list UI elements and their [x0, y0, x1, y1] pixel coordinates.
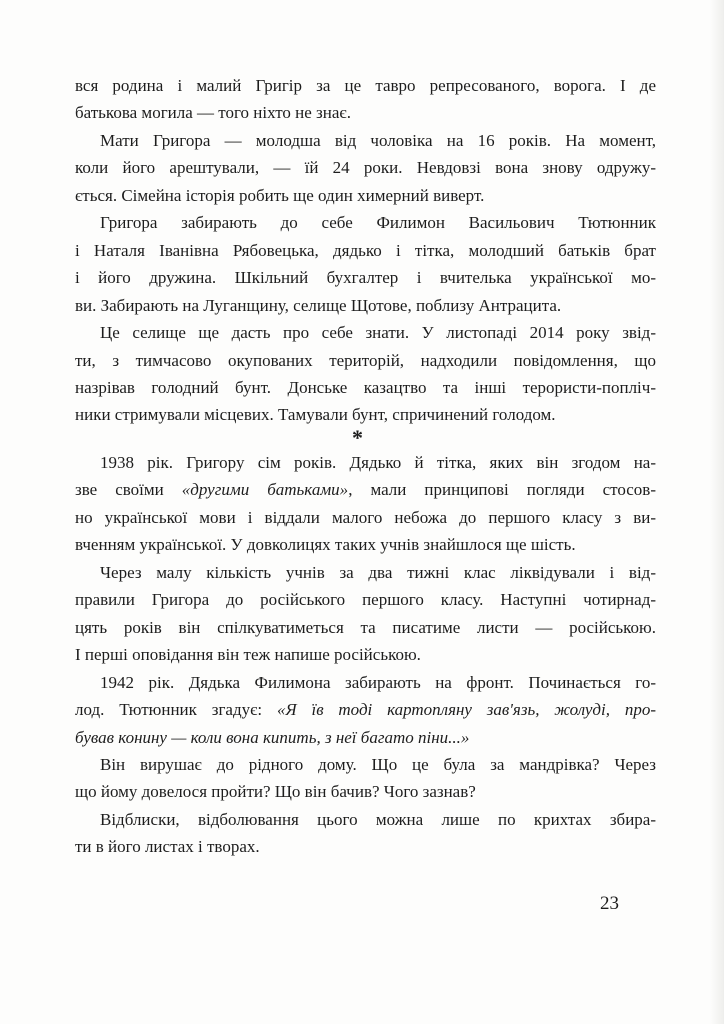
page-edge-shadow [710, 0, 724, 1024]
text-line [75, 377, 656, 399]
text-segment: но української мови і віддали малого небожа до першого класу з ви- [75, 507, 656, 527]
text-line [75, 781, 656, 803]
text-segment: що йому довелося пройти? Що він бачив? Чого зазнав? [75, 782, 476, 802]
text-line [75, 644, 656, 666]
text-line [100, 754, 656, 776]
text-line [75, 617, 656, 639]
italic-quote: бував конину — коли вона кипить, з неї багато піни...» [75, 727, 470, 747]
text-segment: Григора забирають до себе Филимон Васильович Тютюнник [100, 213, 656, 233]
text-line [75, 404, 656, 426]
text-line [75, 507, 656, 529]
text-line [100, 672, 656, 694]
text-line [75, 699, 656, 721]
text-line [100, 562, 656, 584]
text-line [100, 322, 656, 344]
text-segment: вченням української. У довколицях таких учнів знайшлося ще шість. [75, 535, 576, 555]
text-segment: І перші оповідання він теж напише російською. [75, 645, 421, 665]
italic-quote: «другими батьками» [181, 480, 349, 500]
text-line [75, 75, 656, 97]
text-segment: лод. Тютюнник згадує: [75, 700, 277, 720]
text-line [75, 836, 656, 858]
text-line [75, 102, 656, 124]
italic-quote: «Я їв тоді картопляну зав'язь, жолуді, про- [276, 700, 656, 720]
text-segment: Через малу кількість учнів за два тижні клас ліквідували і від- [100, 562, 656, 582]
text-line [75, 295, 656, 317]
text-line [75, 727, 656, 749]
text-segment: ти, з тимчасово окупованих територій, надходили повідомлення, що [75, 350, 656, 370]
text-segment: Відблиски, відболювання цього можна лише по крихтах збира- [100, 809, 656, 829]
text-segment: Мати Григора — молодша від чоловіка на 16 років. На момент, [100, 130, 656, 150]
text-segment: і Наталя Іванівна Рябовецька, дядько і тітка, молодший батьків брат [75, 240, 656, 260]
text-line [100, 452, 656, 474]
text-line [75, 240, 656, 262]
text-line [75, 350, 656, 372]
text-segment: 1938 рік. Григору сім років. Дядько й тітка, яких він згодом на- [100, 453, 656, 472]
text-line [75, 589, 656, 611]
text-segment: вся родина і малий Григір за це тавро репресованого, ворога. І де [75, 76, 656, 95]
text-line [100, 809, 656, 831]
text-segment: Це селище ще дасть про себе знати. У листопаді 2014 року звід- [100, 323, 656, 343]
text-line [100, 212, 656, 234]
text-segment: зве своїми [75, 480, 182, 500]
text-segment: батькова могила — того ніхто не знає. [75, 103, 351, 123]
text-segment: коли його арештували, — їй 24 роки. Невдовзі вона знову одружу- [75, 158, 656, 178]
text-segment: ники стримували місцевих. Тамували бунт, спричинений голодом. [75, 405, 556, 425]
text-segment: ти в його листах і творах. [75, 837, 260, 857]
text-line [75, 534, 656, 556]
text-segment: назрівав голодний бунт. Донське казацтво та інші терористи-попліч- [75, 377, 656, 397]
text-segment: і його дружина. Шкільний бухгалтер і вчителька української мо- [75, 268, 656, 288]
text-segment: правили Григора до російського першого класу. Наступні чотирнад- [75, 590, 656, 610]
text-line [100, 130, 656, 152]
text-line [75, 479, 656, 501]
section-separator: * [352, 425, 363, 450]
text-segment: 1942 рік. Дядька Филимона забирають на фронт. Починається го- [100, 672, 656, 692]
text-segment: , мали принципові погляди стосов- [348, 480, 656, 500]
text-line [75, 267, 656, 289]
text-segment: цять років він спілкуватиметься та писатиме листи — російською. [75, 617, 656, 637]
text-segment: Він вирушає до рідного дому. Що це була за мандрівка? Через [100, 754, 656, 774]
text-line [75, 157, 656, 179]
page-number: 23 [600, 893, 619, 914]
text-segment: ви. Забирають на Луганщину, селище Щотове, поблизу Антрацита. [75, 295, 562, 315]
text-line [75, 185, 656, 207]
text-segment: ється. Сімейна історія робить ще один химерний виверт. [75, 185, 485, 205]
